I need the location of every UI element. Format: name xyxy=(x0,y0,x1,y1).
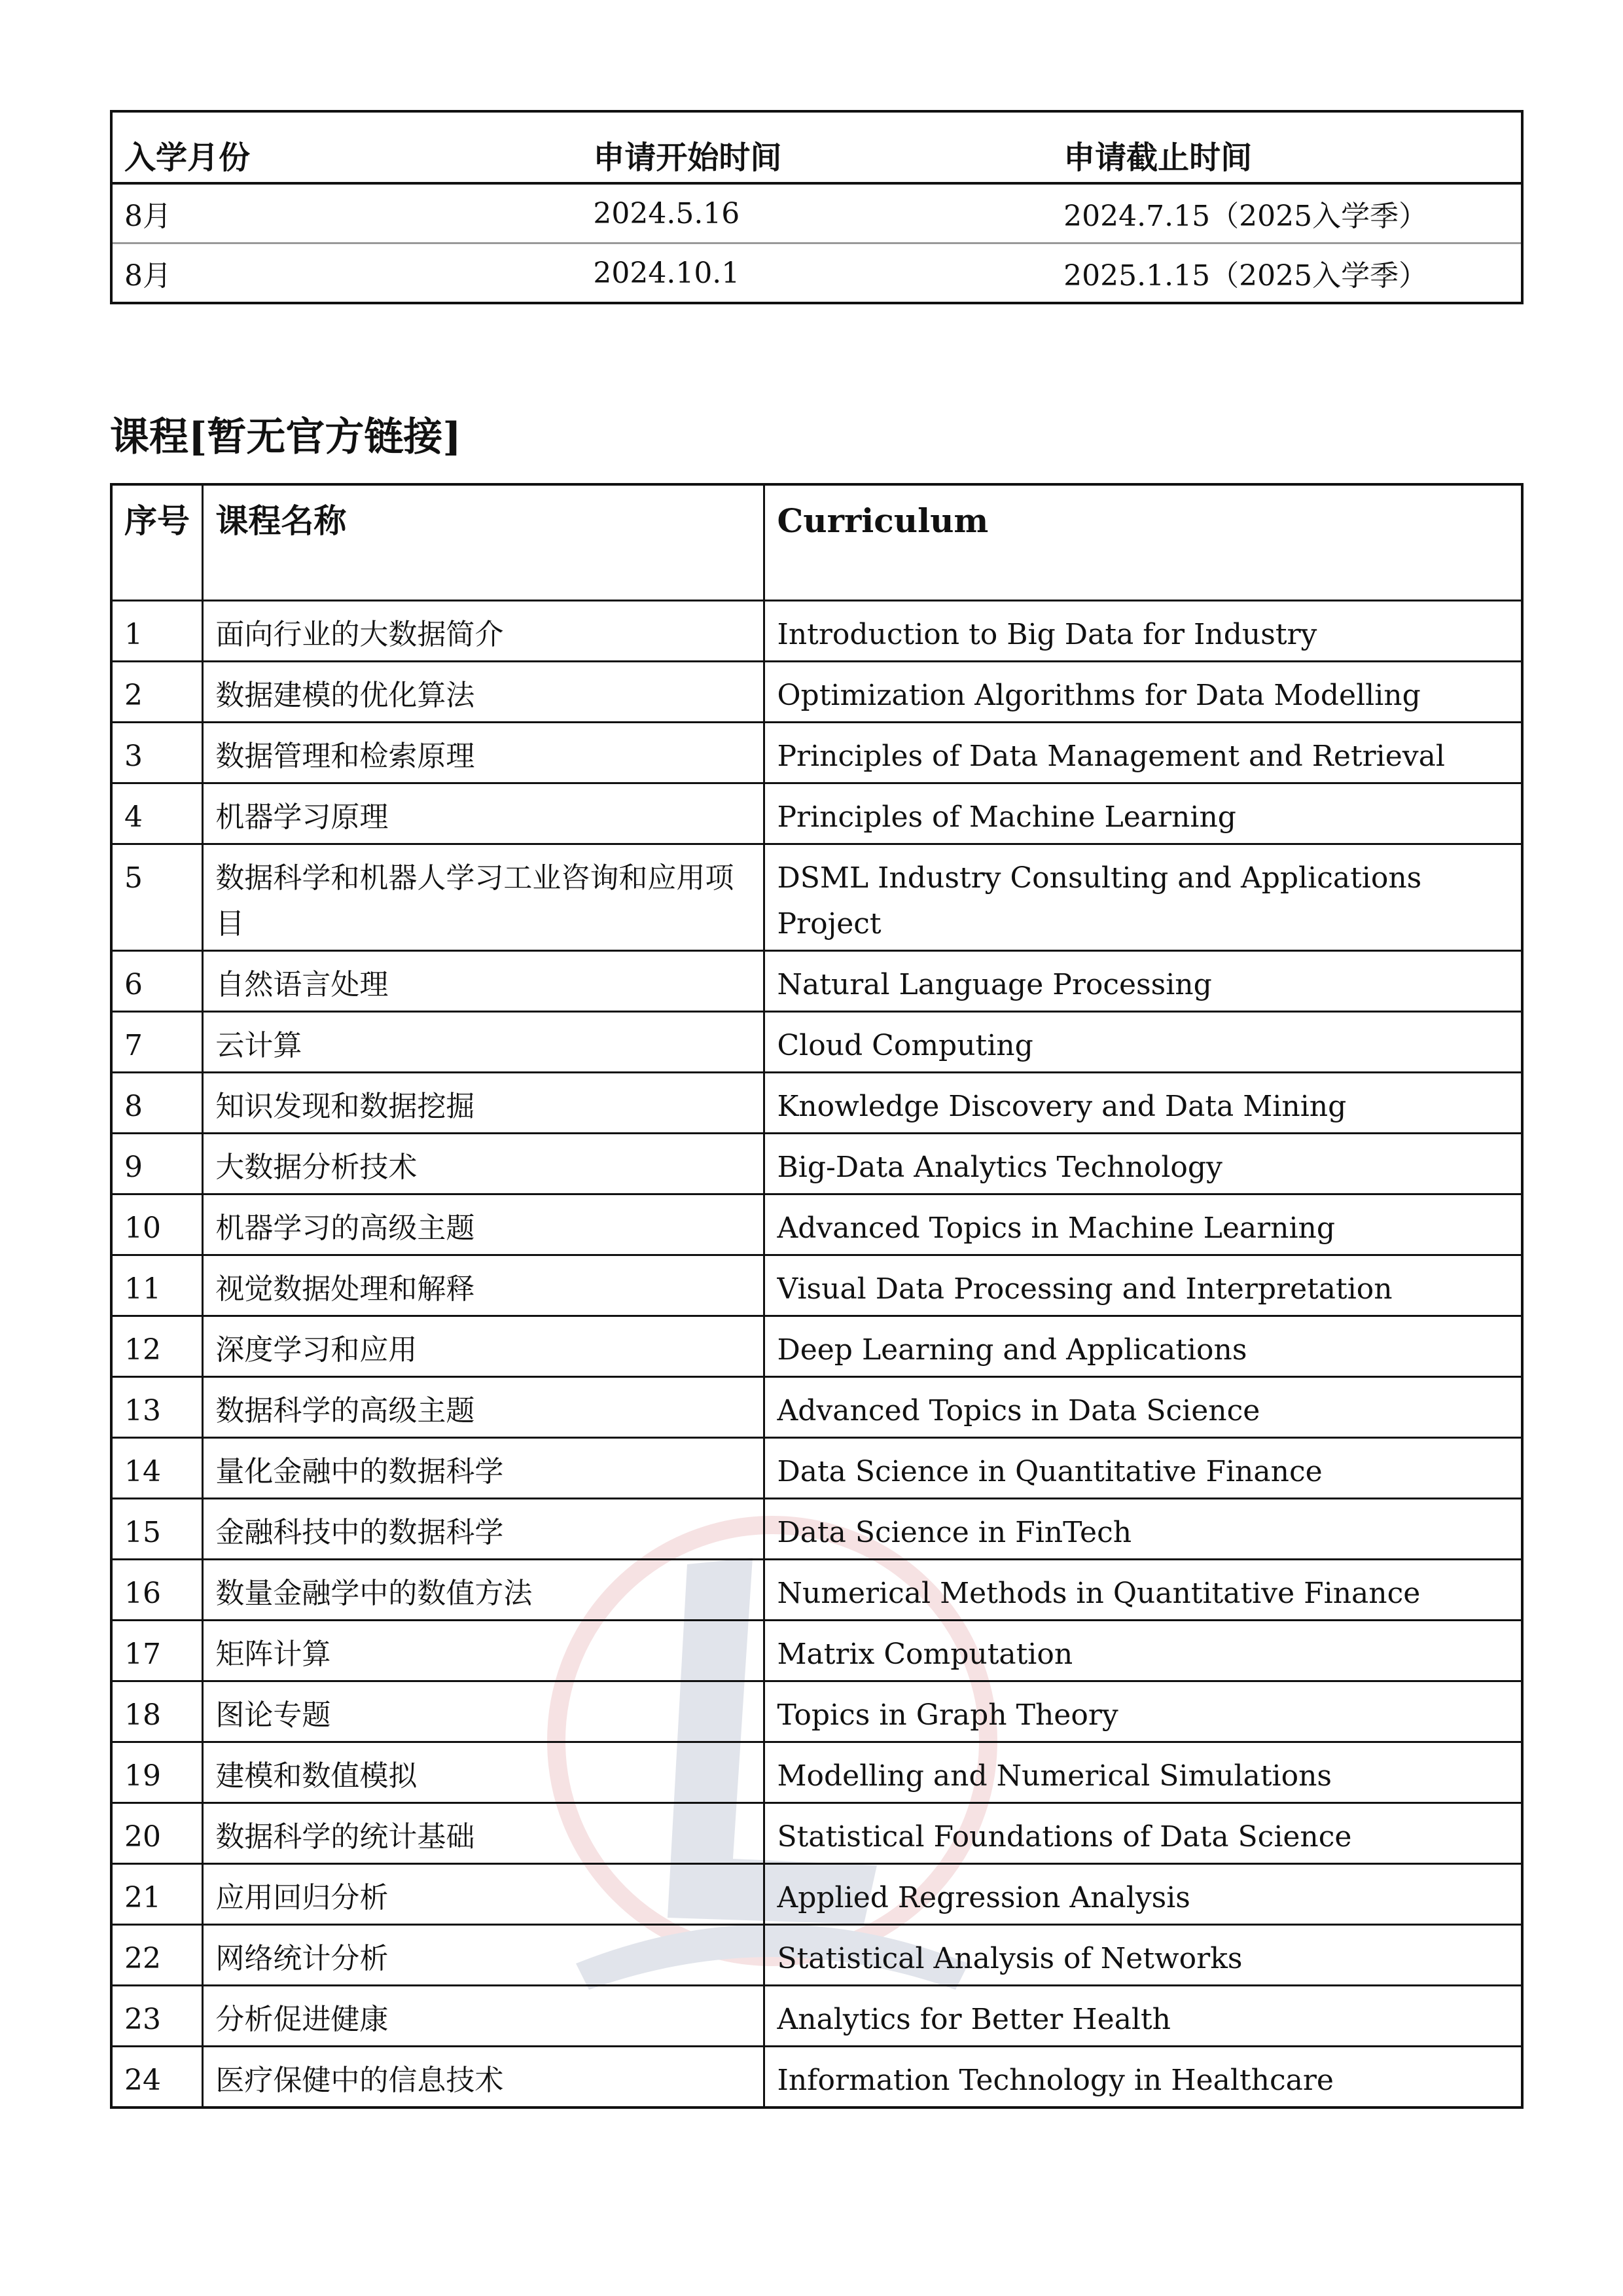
table-row xyxy=(111,662,1522,723)
course-index-cell: 20 xyxy=(111,1803,203,1864)
header-application-start: 申请开始时间 xyxy=(581,111,1052,183)
table-row xyxy=(111,1377,1522,1438)
table-row xyxy=(111,1316,1522,1377)
curriculum-cell: Advanced Topics in Data Science xyxy=(764,1377,1522,1438)
course-index-cell: 14 xyxy=(111,1438,203,1499)
intake-month-cell: 8月 xyxy=(111,183,581,243)
course-index-cell: 13 xyxy=(111,1377,203,1438)
course-index-cell: 9 xyxy=(111,1134,203,1194)
curriculum-cell: Analytics for Better Health xyxy=(764,1986,1522,2047)
table-row xyxy=(111,1681,1522,1742)
header-index: 序号 xyxy=(111,484,203,601)
header-course-name: 课程名称 xyxy=(203,484,764,601)
application-deadline-cell: 2024.7.15（2025入学季） xyxy=(1052,183,1522,243)
course-name-cell: 数据科学的统计基础 xyxy=(203,1803,764,1864)
course-name-cell: 大数据分析技术 xyxy=(203,1134,764,1194)
course-index-cell: 18 xyxy=(111,1681,203,1742)
application-deadline-cell: 2025.1.15（2025入学季） xyxy=(1063,259,1428,293)
curriculum-cell: Cloud Computing xyxy=(764,1012,1522,1073)
course-name-cell: 机器学习原理 xyxy=(203,783,764,844)
table-row xyxy=(111,1803,1522,1864)
course-name-cell: 建模和数值模拟 xyxy=(203,1742,764,1803)
curriculum-cell: Statistical Analysis of Networks xyxy=(764,1925,1522,1986)
table-row xyxy=(111,1073,1522,1134)
course-name-cell: 网络统计分析 xyxy=(203,1925,764,1986)
course-name-cell: 知识发现和数据挖掘 xyxy=(203,1073,764,1134)
intake-month-cell: 8月 xyxy=(124,259,171,293)
course-name-cell: 矩阵计算 xyxy=(203,1621,764,1681)
table-row xyxy=(111,1499,1522,1560)
intake-header-row xyxy=(111,111,1522,183)
course-name-cell: 深度学习和应用 xyxy=(203,1316,764,1377)
courses-table xyxy=(110,483,1524,2109)
course-name-cell: 数据建模的优化算法 xyxy=(203,662,764,723)
course-name-cell: 数据管理和检索原理 xyxy=(203,723,764,783)
curriculum-cell: Deep Learning and Applications xyxy=(764,1316,1522,1377)
course-index-cell: 6 xyxy=(111,951,203,1012)
course-index-cell: 21 xyxy=(111,1864,203,1925)
course-index-cell: 16 xyxy=(111,1560,203,1621)
intake-schedule-table xyxy=(110,110,1524,304)
table-row xyxy=(111,1134,1522,1194)
courses-section-title: 课程[暂无官方链接] xyxy=(110,414,461,460)
course-name-cell: 云计算 xyxy=(203,1012,764,1073)
curriculum-cell: Topics in Graph Theory xyxy=(764,1681,1522,1742)
course-name-cell: 数据科学和机器人学习工业咨询和应用项目 xyxy=(203,844,764,951)
course-name-cell: 分析促进健康 xyxy=(203,1986,764,2047)
curriculum-cell: Visual Data Processing and Interpretation xyxy=(764,1255,1522,1316)
application-start-cell: 2024.10.1 xyxy=(593,256,740,290)
table-row xyxy=(111,1012,1522,1073)
curriculum-cell: Advanced Topics in Machine Learning xyxy=(764,1194,1522,1255)
course-name-cell: 数量金融学中的数值方法 xyxy=(203,1560,764,1621)
table-row xyxy=(111,243,1522,304)
course-index-cell: 4 xyxy=(111,783,203,844)
course-index-cell: 2 xyxy=(111,662,203,723)
course-index-cell: 23 xyxy=(111,1986,203,2047)
course-index-cell: 10 xyxy=(111,1194,203,1255)
header-application-deadline: 申请截止时间 xyxy=(1052,111,1522,183)
table-row xyxy=(111,783,1522,844)
curriculum-cell: Statistical Foundations of Data Science xyxy=(764,1803,1522,1864)
curriculum-cell: Principles of Machine Learning xyxy=(764,783,1522,844)
course-index-cell: 12 xyxy=(111,1316,203,1377)
table-row xyxy=(111,1560,1522,1621)
curriculum-cell: Numerical Methods in Quantitative Finance xyxy=(764,1560,1522,1621)
curriculum-cell: Information Technology in Healthcare xyxy=(764,2047,1522,2108)
course-index-cell: 5 xyxy=(111,844,203,951)
course-name-cell: 图论专题 xyxy=(203,1681,764,1742)
curriculum-cell: Introduction to Big Data for Industry xyxy=(764,601,1522,662)
table-row xyxy=(111,601,1522,662)
curriculum-cell: Applied Regression Analysis xyxy=(764,1864,1522,1925)
curriculum-cell: Optimization Algorithms for Data Modelling xyxy=(764,662,1522,723)
table-row xyxy=(111,2047,1522,2108)
header-intake-month: 入学月份 xyxy=(111,111,581,183)
course-name-cell: 量化金融中的数据科学 xyxy=(203,1438,764,1499)
course-index-cell: 7 xyxy=(111,1012,203,1073)
course-name-cell: 金融科技中的数据科学 xyxy=(203,1499,764,1560)
table-row xyxy=(111,1438,1522,1499)
course-index-cell: 24 xyxy=(111,2047,203,2108)
course-index-cell: 19 xyxy=(111,1742,203,1803)
table-row xyxy=(111,183,1522,243)
table-row xyxy=(111,844,1522,951)
table-row xyxy=(111,1194,1522,1255)
course-name-cell: 自然语言处理 xyxy=(203,951,764,1012)
course-name-cell: 视觉数据处理和解释 xyxy=(203,1255,764,1316)
table-row xyxy=(111,723,1522,783)
curriculum-cell: Matrix Computation xyxy=(764,1621,1522,1681)
course-name-cell: 医疗保健中的信息技术 xyxy=(203,2047,764,2108)
curriculum-cell: Natural Language Processing xyxy=(764,951,1522,1012)
course-index-cell: 22 xyxy=(111,1925,203,1986)
curriculum-cell: Knowledge Discovery and Data Mining xyxy=(764,1073,1522,1134)
curriculum-cell: Data Science in Quantitative Finance xyxy=(764,1438,1522,1499)
curriculum-cell: Big-Data Analytics Technology xyxy=(764,1134,1522,1194)
application-start-cell: 2024.5.16 xyxy=(581,183,1052,243)
table-row xyxy=(111,1864,1522,1925)
table-row xyxy=(111,1621,1522,1681)
courses-header-row xyxy=(111,484,1522,601)
curriculum-cell: DSML Industry Consulting and Applications Project xyxy=(764,844,1522,951)
table-row xyxy=(111,1925,1522,1986)
table-row xyxy=(111,1742,1522,1803)
header-curriculum: Curriculum xyxy=(764,484,1522,601)
table-row xyxy=(111,1255,1522,1316)
course-index-cell: 1 xyxy=(111,601,203,662)
table-row xyxy=(111,951,1522,1012)
course-index-cell: 3 xyxy=(111,723,203,783)
course-name-cell: 机器学习的高级主题 xyxy=(203,1194,764,1255)
course-name-cell: 数据科学的高级主题 xyxy=(203,1377,764,1438)
curriculum-cell: Modelling and Numerical Simulations xyxy=(764,1742,1522,1803)
table-row xyxy=(111,1986,1522,2047)
course-name-cell: 应用回归分析 xyxy=(203,1864,764,1925)
course-index-cell: 11 xyxy=(111,1255,203,1316)
course-index-cell: 15 xyxy=(111,1499,203,1560)
curriculum-cell: Data Science in FinTech xyxy=(764,1499,1522,1560)
course-index-cell: 17 xyxy=(111,1621,203,1681)
course-name-cell: 面向行业的大数据简介 xyxy=(203,601,764,662)
curriculum-cell: Principles of Data Management and Retrieval xyxy=(764,723,1522,783)
course-index-cell: 8 xyxy=(111,1073,203,1134)
